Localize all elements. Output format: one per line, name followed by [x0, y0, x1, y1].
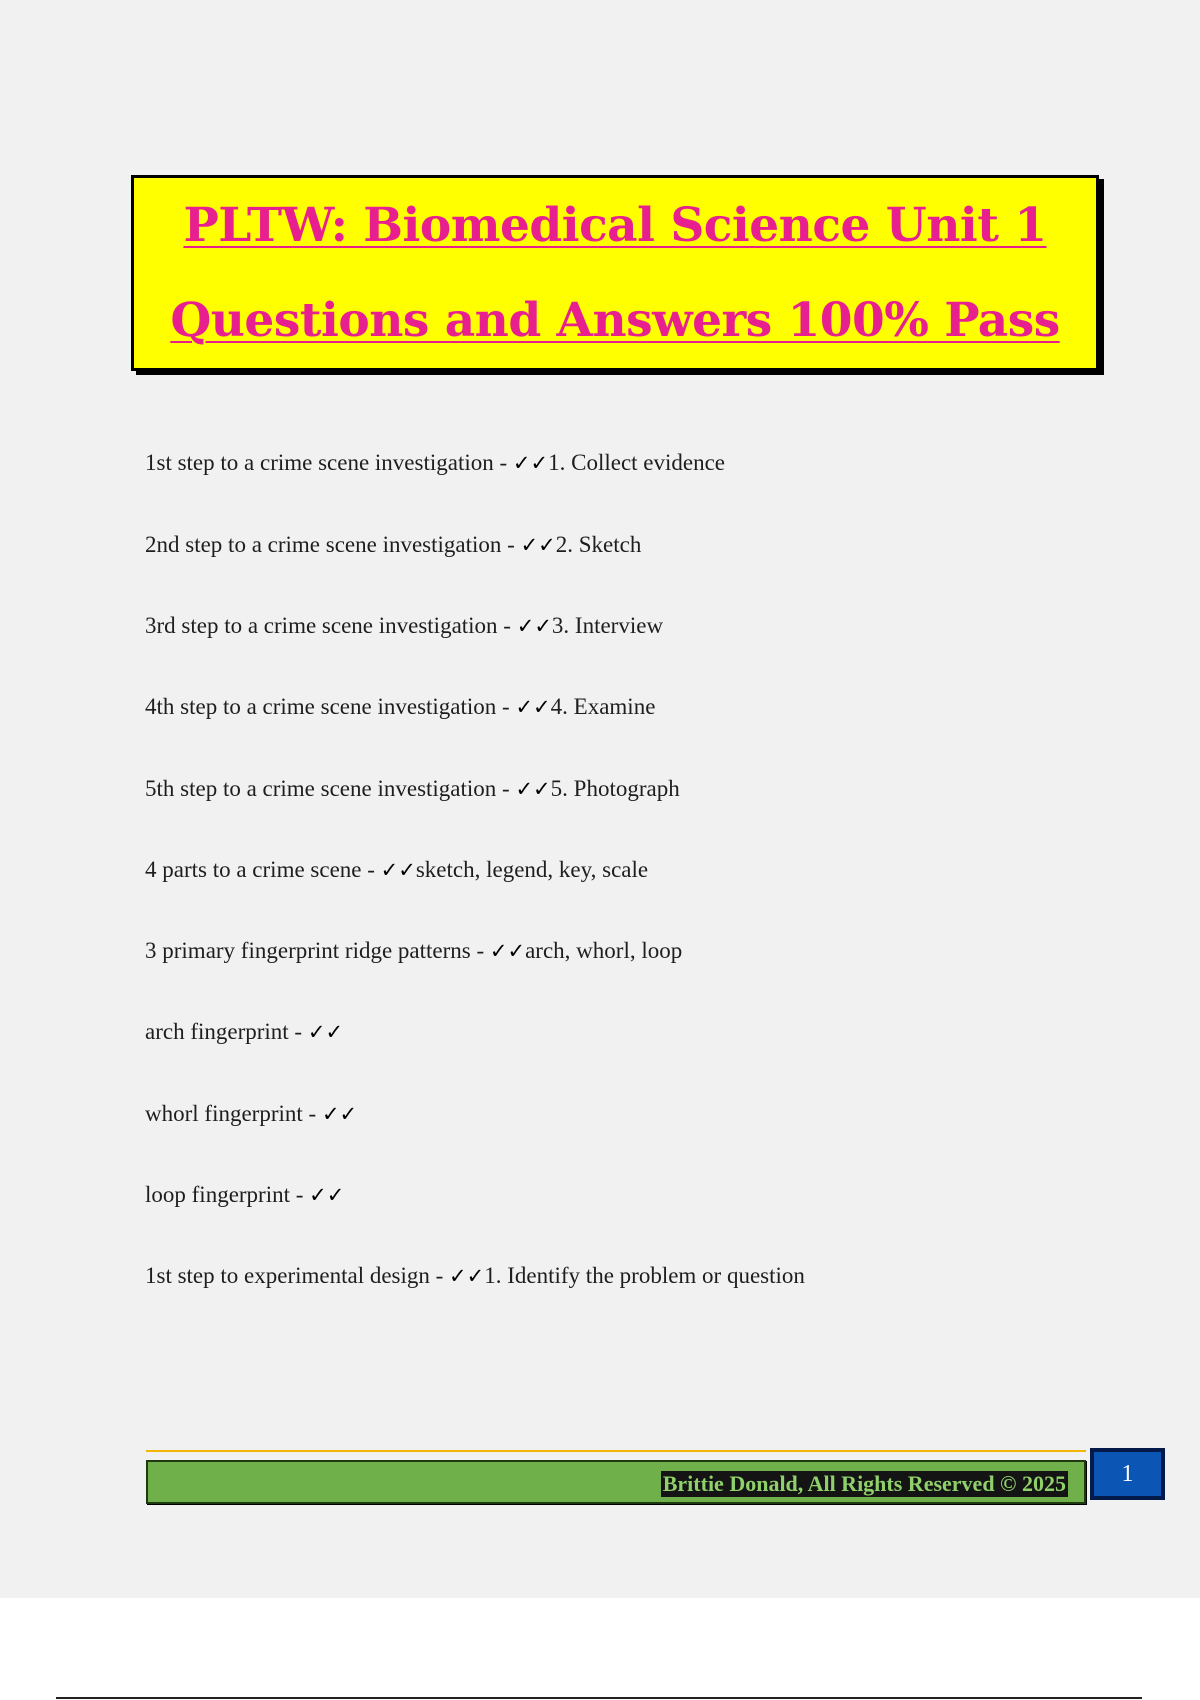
checkmark-icon: ✓✓: [449, 1264, 485, 1288]
qa-item: [145, 1019, 343, 1045]
checkmark-icon: ✓✓: [515, 695, 551, 719]
checkmark-icon: ✓✓: [380, 858, 416, 882]
answer-text: 1. Identify the problem or question: [484, 1263, 805, 1288]
checkmark-icon: ✓✓: [512, 451, 549, 475]
copyright-text: Brittie Donald, All Rights Reserved © 2025: [662, 1471, 1066, 1496]
answer-text: arch, whorl, loop: [525, 938, 683, 963]
title-line-1: PLTW: Biomedical Science Unit 1: [183, 198, 1047, 253]
answer-text: 1. Collect evidence: [548, 450, 726, 475]
footer-divider: [146, 1450, 1086, 1452]
answer-text: 4. Examine: [550, 694, 656, 719]
answer-text: 5. Photograph: [550, 776, 680, 801]
checkmark-icon: ✓✓: [321, 1102, 358, 1126]
qa-item: [145, 613, 663, 639]
qa-item: [145, 857, 648, 883]
page-separator: [56, 1697, 1142, 1699]
footer-bar: [146, 1460, 1086, 1504]
qa-item: [145, 1101, 357, 1127]
checkmark-icon: ✓✓: [309, 1183, 345, 1207]
question-text: 1st step to experimental design -: [145, 1263, 450, 1288]
qa-item: [145, 1263, 805, 1289]
qa-item: [145, 450, 725, 476]
title-line-2: Questions and Answers 100% Pass: [170, 293, 1060, 348]
checkmark-icon: ✓✓: [489, 939, 526, 963]
title-box: [131, 175, 1099, 371]
answer-text: 3. Interview: [551, 613, 664, 638]
answer-text: 2. Sketch: [555, 532, 642, 557]
answer-text: sketch, legend, key, scale: [415, 857, 649, 882]
question-text: whorl fingerprint -: [145, 1101, 322, 1126]
question-text: 1st step to a crime scene investigation -: [145, 450, 513, 475]
qa-item: [145, 532, 641, 558]
question-text: arch fingerprint -: [145, 1019, 308, 1044]
qa-item: [145, 938, 682, 964]
qa-item: [145, 776, 680, 802]
question-text: 2nd step to a crime scene investigation -: [145, 532, 521, 557]
qa-item: [145, 1182, 344, 1208]
question-text: 5th step to a crime scene investigation -: [145, 776, 516, 801]
question-text: 4 parts to a crime scene -: [145, 857, 381, 882]
checkmark-icon: ✓✓: [307, 1020, 344, 1044]
question-text: 3rd step to a crime scene investigation -: [145, 613, 517, 638]
question-text: 3 primary fingerprint ridge patterns -: [145, 938, 490, 963]
page-number: 1: [1090, 1448, 1165, 1500]
question-text: 4th step to a crime scene investigation -: [145, 694, 516, 719]
checkmark-icon: ✓✓: [515, 777, 551, 801]
qa-item: [145, 694, 655, 720]
question-text: loop fingerprint -: [145, 1182, 310, 1207]
checkmark-icon: ✓✓: [520, 533, 556, 557]
checkmark-icon: ✓✓: [516, 614, 552, 638]
